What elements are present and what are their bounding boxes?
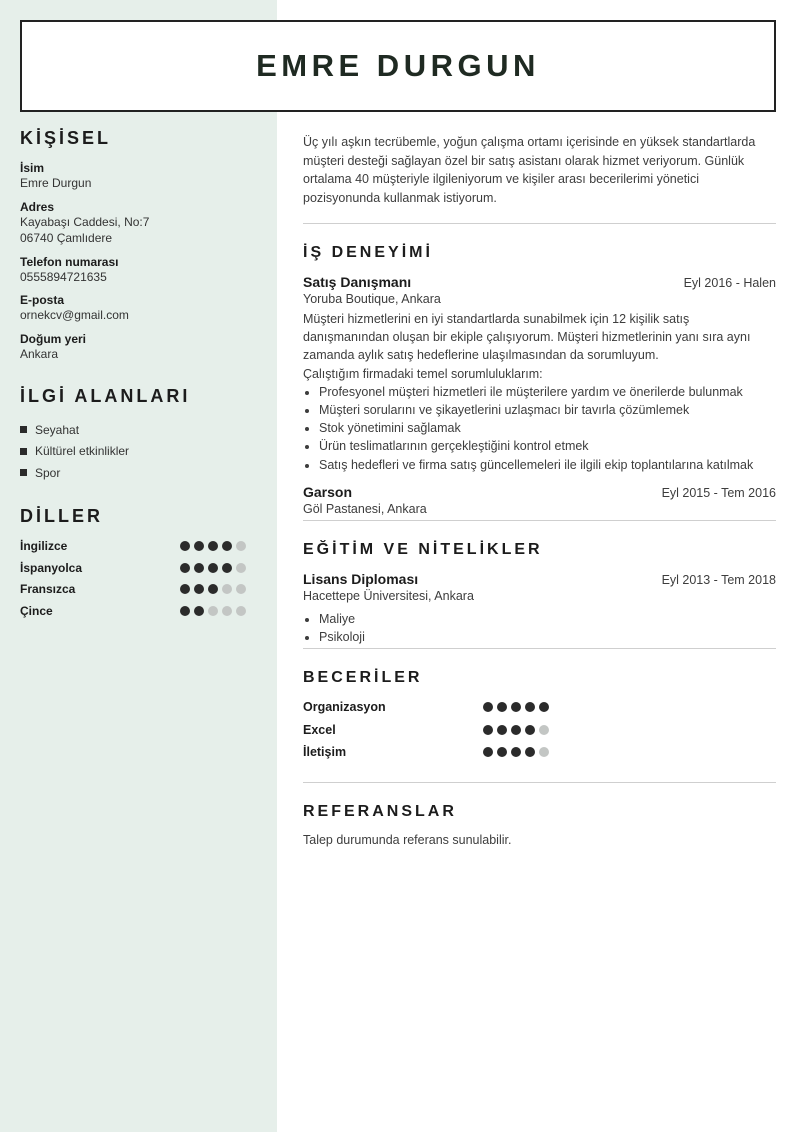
rating-dots	[483, 702, 549, 712]
empty-dot-icon	[222, 606, 232, 616]
references-text: Talep durumunda referans sunulabilir.	[303, 832, 512, 847]
education-heading: EĞİTİM VE NİTELİKLER	[303, 540, 543, 558]
filled-dot-icon	[194, 584, 204, 594]
experience-section	[303, 224, 776, 518]
experience-heading: İŞ DENEYİMİ	[303, 244, 433, 261]
job-organization: Göl Pastanesi, Ankara	[303, 501, 427, 516]
empty-dot-icon	[236, 606, 246, 616]
filled-dot-icon	[497, 747, 507, 757]
skill-name: Organizasyon	[303, 700, 386, 715]
job-entry	[303, 484, 776, 518]
list-item: • Psikoloji	[319, 628, 776, 646]
personal-field	[20, 332, 260, 363]
field-value-phone: 0555894721635	[20, 269, 107, 284]
languages-heading: DİLLER	[20, 505, 103, 526]
field-value-address-line1: Kayabaşı Caddesi, No:7	[20, 214, 150, 229]
skill-name: İletişim	[303, 745, 347, 760]
filled-dot-icon	[208, 584, 218, 594]
filled-dot-icon	[180, 606, 190, 616]
interest-label: Spor	[35, 465, 61, 480]
education-topics	[303, 610, 776, 646]
square-bullet-icon	[20, 426, 27, 433]
responsibility-list	[303, 383, 776, 474]
rating-dots	[180, 541, 246, 551]
empty-dot-icon	[236, 541, 246, 551]
language-row	[20, 557, 260, 579]
square-bullet-icon	[20, 448, 27, 455]
skills-heading: BECERİLER	[303, 669, 423, 687]
filled-dot-icon	[525, 725, 535, 735]
personal-field	[20, 293, 260, 324]
language-row	[20, 600, 260, 622]
empty-dot-icon	[208, 606, 218, 616]
empty-dot-icon	[539, 747, 549, 757]
rating-dots	[483, 725, 549, 735]
interest-label: Kültürel etkinlikler	[35, 444, 130, 459]
filled-dot-icon	[180, 584, 190, 594]
education-date: Eyl 2013 - Tem 2018	[661, 572, 776, 587]
skill-name: Excel	[303, 722, 336, 737]
field-label-birthplace: Doğum yeri	[20, 331, 87, 346]
filled-dot-icon	[194, 563, 204, 573]
personal-field	[20, 200, 260, 247]
filled-dot-icon	[222, 541, 232, 551]
interests-section	[20, 386, 260, 484]
left-column	[20, 128, 260, 622]
filled-dot-icon	[497, 702, 507, 712]
field-label-address: Adres	[20, 199, 55, 214]
list-item: • Stok yönetimini sağlamak	[319, 419, 776, 437]
interest-item	[20, 441, 260, 463]
languages-section	[20, 506, 260, 622]
rating-dots	[180, 563, 246, 573]
list-item: • Profesyonel müşteri hizmetleri ile müşterilere yardım ve önerilerde bulunmak	[319, 383, 776, 401]
job-description: Müşteri hizmetlerini en iyi standartlarda sunabilmek için 12 kişilik satış danışmanından oluşan bir ekiple çalışıyorum. Müşteri hizmetlerinin yanı sıra aynı zamanda aylık satış hedeflerine ulaşılmasından da sorumluyum.	[303, 312, 751, 363]
skill-row	[303, 741, 776, 764]
language-name: Fransızca	[20, 582, 76, 597]
personal-field	[20, 161, 260, 192]
rating-dots	[483, 747, 549, 757]
filled-dot-icon	[208, 563, 218, 573]
field-value-address-line2: 06740 Çamlıdere	[20, 231, 113, 245]
empty-dot-icon	[222, 584, 232, 594]
filled-dot-icon	[539, 702, 549, 712]
job-responsibilities-intro: Çalıştığım firmadaki temel sorumluluklarım:	[303, 366, 543, 381]
filled-dot-icon	[483, 702, 493, 712]
filled-dot-icon	[511, 725, 521, 735]
filled-dot-icon	[180, 563, 190, 573]
candidate-name: EMRE DURGUN	[256, 48, 540, 83]
filled-dot-icon	[511, 702, 521, 712]
job-title: Garson	[303, 483, 353, 500]
empty-dot-icon	[236, 563, 246, 573]
interests-list	[20, 419, 260, 484]
list-item: • Maliye	[319, 610, 776, 628]
interests-heading: İLGİ ALANLARI	[20, 386, 191, 406]
list-item: • Müşteri sorularını ve şikayetlerini uzlaşmacı bir tavırla çözümlemek	[319, 401, 776, 419]
filled-dot-icon	[222, 563, 232, 573]
square-bullet-icon	[20, 469, 27, 476]
job-date: Eyl 2015 - Tem 2016	[661, 485, 776, 500]
filled-dot-icon	[208, 541, 218, 551]
filled-dot-icon	[511, 747, 521, 757]
interest-item	[20, 419, 260, 441]
job-organization: Yoruba Boutique, Ankara	[303, 292, 441, 306]
filled-dot-icon	[483, 725, 493, 735]
references-heading: REFERANSLAR	[303, 802, 457, 820]
language-row	[20, 536, 260, 558]
skills-section	[303, 649, 776, 764]
personal-field	[20, 255, 260, 286]
rating-dots	[180, 584, 246, 594]
right-column	[303, 133, 776, 847]
filled-dot-icon	[483, 747, 493, 757]
field-value-name: Emre Durgun	[20, 176, 92, 190]
profile-summary: Üç yılı aşkın tecrübemle, yoğun çalışma ortamı içerisinde en yüksek standartlarda müşteri desteği sağlayan özel bir satış asistanı olarak hizmet veriyorum. Günlük ortalama 40 müşteriyle ilgileniyorum ve kişiler arası becerilerimi yönetici pozisyonunda kullanmak istiyorum.	[303, 135, 756, 205]
field-value-email: ornekcv@gmail.com	[20, 308, 129, 322]
education-entry	[303, 571, 776, 646]
filled-dot-icon	[497, 725, 507, 735]
filled-dot-icon	[194, 606, 204, 616]
filled-dot-icon	[194, 541, 204, 551]
filled-dot-icon	[525, 747, 535, 757]
name-header	[20, 20, 776, 112]
personal-section	[20, 128, 260, 362]
field-label-phone: Telefon numarası	[20, 254, 119, 269]
filled-dot-icon	[180, 541, 190, 551]
interest-label: Seyahat	[35, 422, 80, 437]
empty-dot-icon	[539, 725, 549, 735]
skill-row	[303, 696, 776, 719]
empty-dot-icon	[236, 584, 246, 594]
job-title: Satış Danışmanı	[303, 274, 412, 290]
education-institution: Hacettepe Üniversitesi, Ankara	[303, 588, 474, 603]
language-row	[20, 579, 260, 601]
interest-item	[20, 462, 260, 484]
education-section	[303, 521, 776, 646]
personal-heading: KİŞİSEL	[20, 128, 112, 148]
field-label-name: İsim	[20, 161, 45, 175]
list-item: • Ürün teslimatlarının gerçekleştiğini kontrol etmek	[319, 437, 776, 455]
degree-title: Lisans Diploması	[303, 570, 419, 587]
list-item: • Satış hedefleri ve firma satış güncellemeleri ile ilgili ekip toplantılarına katılmak	[319, 456, 776, 474]
language-name: İngilizce	[20, 539, 68, 554]
filled-dot-icon	[525, 702, 535, 712]
language-name: İspanyolca	[20, 560, 83, 575]
field-label-email: E-posta	[20, 293, 65, 307]
references-section	[303, 783, 776, 847]
job-entry	[303, 274, 776, 474]
language-name: Çince	[20, 603, 53, 618]
field-value-birthplace: Ankara	[20, 346, 59, 361]
job-date: Eyl 2016 - Halen	[683, 276, 776, 290]
rating-dots	[180, 606, 246, 616]
skill-row	[303, 719, 776, 742]
